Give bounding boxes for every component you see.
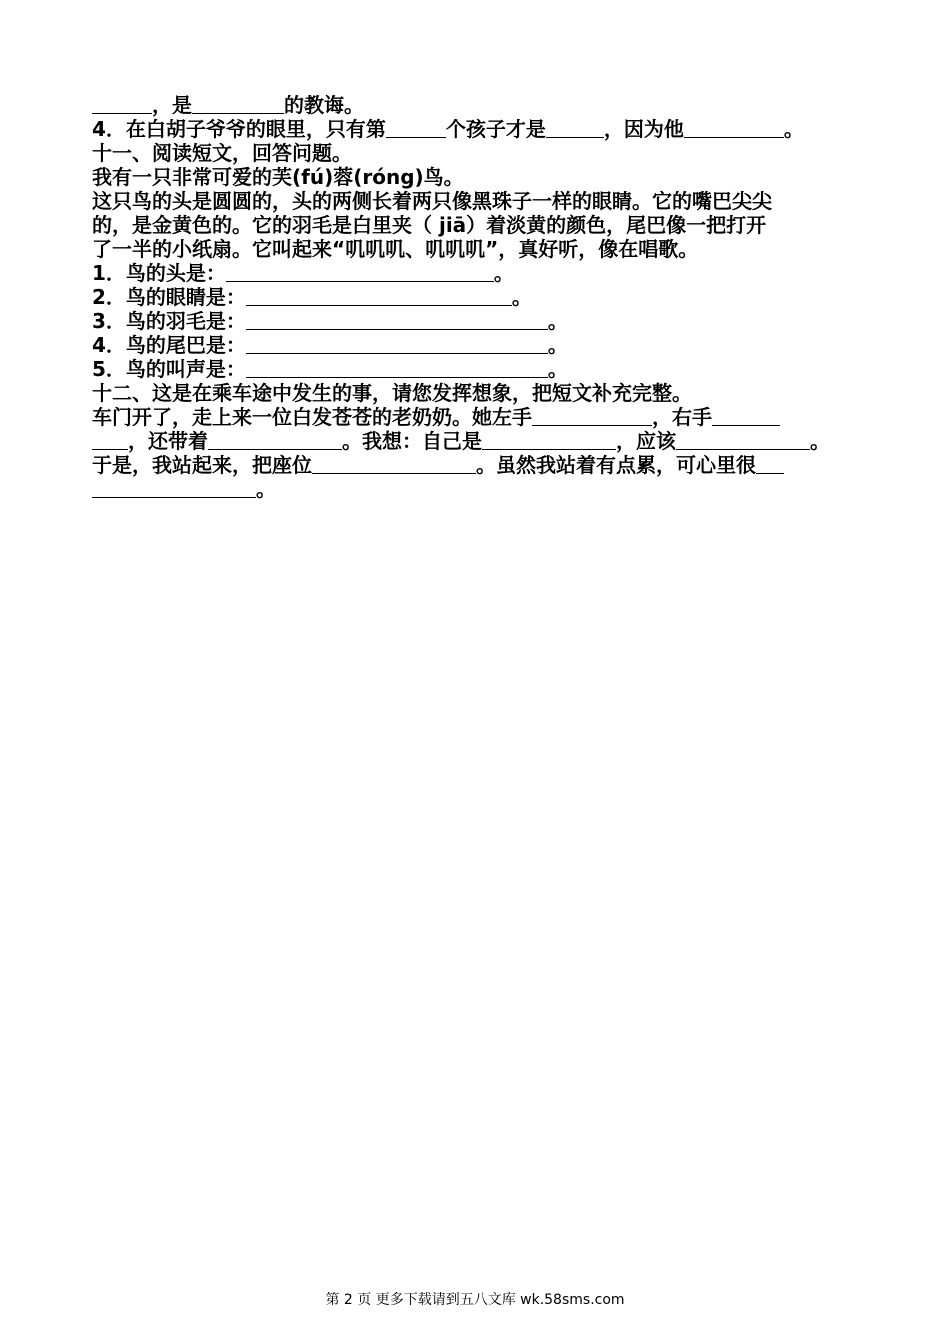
- answer-blank[interactable]: [532, 407, 652, 426]
- answer-blank[interactable]: [208, 431, 342, 450]
- answer-blank[interactable]: [482, 431, 616, 450]
- document-body: [92, 93, 882, 501]
- question-line: 2．鸟的眼睛是： 。: [92, 285, 532, 309]
- question-line: 4．在白胡子爷爷的眼里，只有第 个孩子才是 ，因为他 。: [92, 117, 804, 141]
- answer-blank[interactable]: [386, 119, 446, 138]
- question-line: 5．鸟的叫声是： 。: [92, 357, 568, 381]
- answer-blank[interactable]: [246, 335, 548, 354]
- question-line: 1．鸟的头是： 。: [92, 261, 514, 285]
- passage-line: 我有一只非常可爱的芙(fú)蓉(róng)鸟。: [92, 165, 464, 189]
- answer-blank[interactable]: [246, 359, 548, 378]
- answer-blank[interactable]: [676, 431, 810, 450]
- answer-blank[interactable]: [312, 455, 476, 474]
- answer-blank[interactable]: [684, 119, 784, 138]
- answer-blank[interactable]: [756, 455, 784, 474]
- answer-blank[interactable]: [546, 119, 604, 138]
- section-heading: 十二、这是在乘车途中发生的事，请您发挥想象，把短文补充完整。: [92, 381, 692, 405]
- answer-blank[interactable]: [246, 311, 548, 330]
- text-line: ，是 的教诲。: [92, 93, 882, 117]
- page-footer: 第 2 页 更多下载请到五八文库 wk.58sms.com: [325, 1292, 625, 1308]
- passage-line: 。: [92, 477, 882, 501]
- answer-blank[interactable]: [92, 431, 128, 450]
- passage-line: 了一半的小纸扇。它叫起来“叽叽叽、叽叽叽”，真好听，像在唱歌。: [92, 237, 699, 261]
- passage-line: 的，是金黄色的。它的羽毛是白里夹（ jiā）着淡黄的颜色，尾巴像一把打开: [92, 213, 767, 237]
- answer-blank[interactable]: [92, 95, 152, 114]
- answer-blank[interactable]: [246, 287, 512, 306]
- answer-blank[interactable]: [712, 407, 780, 426]
- passage-line: 于是，我站起来，把座位 。虽然我站着有点累，可心里很: [92, 453, 882, 477]
- answer-blank[interactable]: [226, 263, 494, 282]
- passage-line: ，还带着 。我想：自己是 ，应该 。: [92, 429, 882, 453]
- question-line: 3．鸟的羽毛是： 。: [92, 309, 568, 333]
- answer-blank[interactable]: [92, 479, 256, 498]
- answer-blank[interactable]: [192, 95, 284, 114]
- passage-line: 这只鸟的头是圆圆的，头的两侧长着两只像黑珠子一样的眼睛。它的嘴巴尖尖: [92, 189, 772, 213]
- section-heading: 十一、阅读短文，回答问题。: [92, 141, 352, 165]
- passage-line: 车门开了，走上来一位白发苍苍的老奶奶。她左手 ，右手: [92, 405, 882, 429]
- question-line: 4．鸟的尾巴是： 。: [92, 333, 568, 357]
